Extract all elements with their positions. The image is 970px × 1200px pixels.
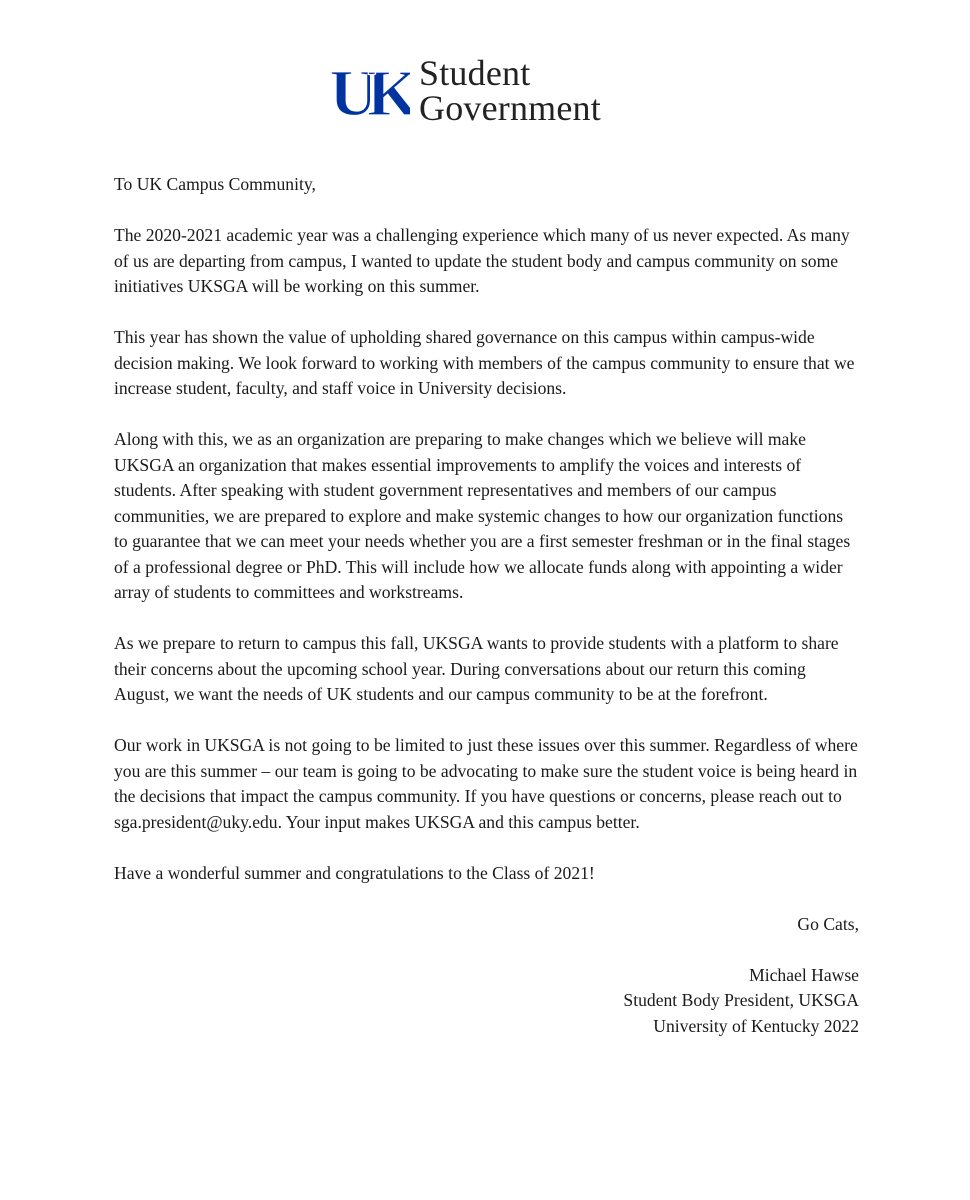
paragraph-6: Have a wonderful summer and congratulations to the Class of 2021! <box>114 862 595 883</box>
paragraph-2: This year has shown the value of upholding shared governance on this campus within campus-wide decision making. We look forward to working with members of the campus community to ensure that we increase student, faculty, and staff voice in University decisions. <box>114 327 855 398</box>
org-name-line1: Student <box>419 53 531 93</box>
salutation: To UK Campus Community, <box>114 174 316 194</box>
signature-title: Student Body President, UKSGA <box>623 990 859 1010</box>
signature-name: Michael Hawse <box>749 964 859 985</box>
uk-logo-icon <box>328 60 410 124</box>
org-name-line2: Government <box>419 88 601 128</box>
paragraph-5: Our work in UKSGA is not going to be limited to just these issues over this summer. Regardless of where you are this summer – our team is going to be advocating to make sure the student voice is being heard in the decisions that impact the campus community. If you have questions or concerns, please reach out to sga.president@uky.edu. Your input makes UKSGA and this campus better. <box>114 735 858 832</box>
uk-logo-letters: UK <box>329 60 409 124</box>
paragraph-1: The 2020-2021 academic year was a challenging experience which many of us never expected. As many of us are departing from campus, I wanted to update the student body and campus community on some initiatives UKSGA will be working on this summer. <box>114 225 850 296</box>
letter-body <box>114 172 859 1039</box>
paragraph-4: As we prepare to return to campus this fall, UKSGA wants to provide students with a platform to share their concerns about the upcoming school year. During conversations about our return this coming August, we want the needs of UK students and our campus community to be at the forefront. <box>114 633 839 704</box>
signature-block <box>114 963 859 1040</box>
org-name <box>419 53 601 128</box>
signature-affiliation: University of Kentucky 2022 <box>653 1015 859 1036</box>
closing: Go Cats, <box>797 913 859 934</box>
letterhead <box>328 53 648 134</box>
paragraph-3: Along with this, we as an organization are preparing to make changes which we believe will make UKSGA an organization that makes essential improvements to amplify the voices and interests of students. After speaking with student government representatives and members of our campus communities, we are prepared to explore and make systemic changes to how our organization functions to guarantee that we can meet your needs whether you are a first semester freshman or in the final stages of a professional degree or PhD. This will include how we allocate funds along with appointing a wider array of students to committees and workstreams. <box>114 429 851 602</box>
